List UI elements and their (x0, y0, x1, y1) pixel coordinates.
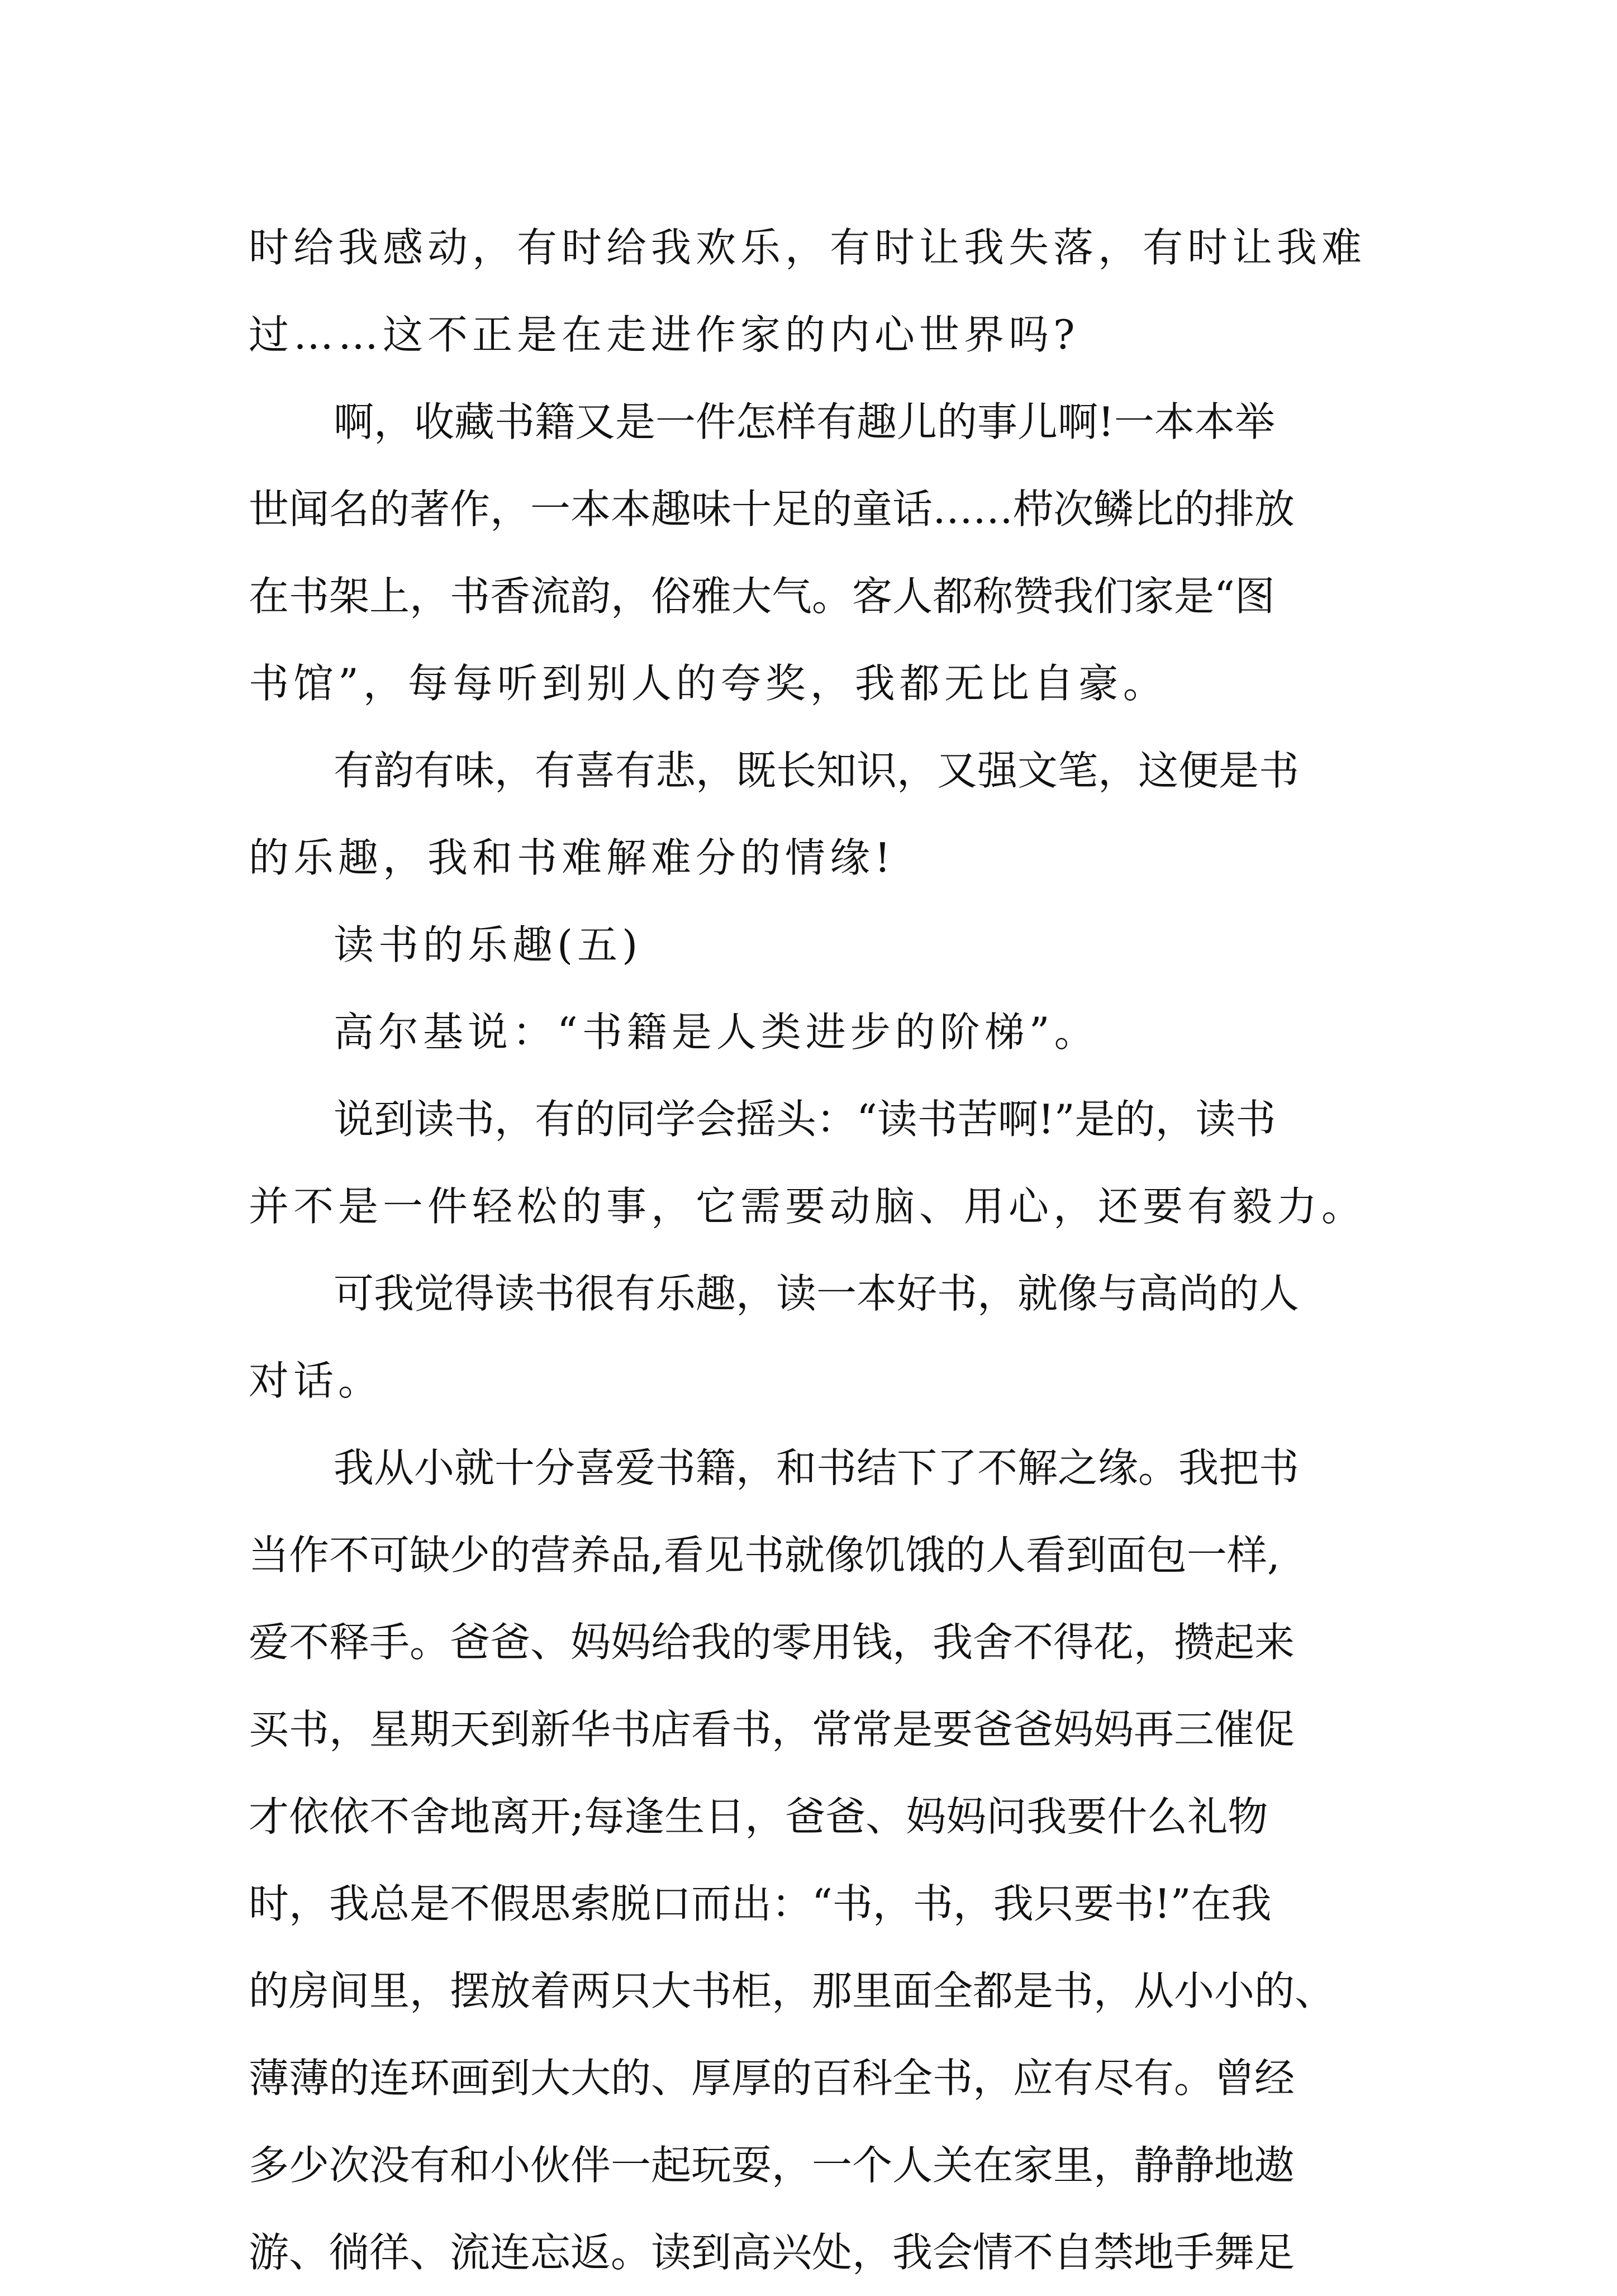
text-line: 在书架上，书香流韵，俗雅大气。客人都称赞我们家是“图 (249, 573, 1275, 620)
text-line: 说到读书，有的同学会摇头：“读书苦啊!”是的，读书 (334, 1096, 1276, 1143)
text-line: 书馆”，每每听到别人的夸奖，我都无比自豪。 (249, 660, 1168, 707)
text-line: 才依依不舍地离开;每逢生日，爸爸、妈妈问我要什么礼物 (249, 1793, 1268, 1840)
text-line: 过……这不正是在走进作家的内心世界吗? (249, 311, 1079, 358)
text-line: 可我觉得读书很有乐趣，读一本好书，就像与高尚的人 (334, 1270, 1300, 1317)
text-line: 买书，星期天到新华书店看书，常常是要爸爸妈妈再三催促 (249, 1706, 1295, 1753)
text-line: 时给我感动，有时给我欢乐，有时让我失落，有时让我难 (249, 224, 1367, 271)
text-line: 当作不可缺少的营养品,看见书就像饥饿的人看到面包一样, (249, 1532, 1280, 1579)
text-line: 爱不释手。爸爸、妈妈给我的零用钱，我舍不得花，攒起来 (249, 1619, 1295, 1666)
body-text (249, 204, 1373, 2296)
text-line: 读书的乐趣(五) (334, 921, 643, 968)
text-line: 时，我总是不假思索脱口而出：“书，书，我只要书!”在我 (249, 1880, 1272, 1927)
text-line: 世闻名的著作，一本本趣味十足的童话……栉次鳞比的排放 (249, 486, 1295, 533)
text-line: 高尔基说：“书籍是人类进步的阶梯”。 (334, 1009, 1099, 1056)
text-line: 对话。 (249, 1357, 383, 1404)
text-line: 的乐趣，我和书难解难分的情缘! (249, 834, 895, 881)
text-line: 有韵有味，有喜有悲，既长知识，又强文笔，这便是书 (334, 747, 1300, 794)
text-line: 并不是一件轻松的事，它需要动脑、用心，还要有毅力。 (249, 1183, 1367, 1230)
text-line: 的房间里，摆放着两只大书柜，那里面全都是书，从小小的、 (249, 1967, 1335, 2014)
text-line: 啊，收藏书籍又是一件怎样有趣儿的事儿啊!一本本举 (334, 398, 1275, 445)
text-line: 我从小就十分喜爱书籍，和书结下了不解之缘。我把书 (334, 1444, 1300, 1491)
text-line: 游、徜徉、流连忘返。读到高兴处，我会情不自禁地手舞足 (249, 2229, 1295, 2276)
text-line: 多少次没有和小伙伴一起玩耍，一个人关在家里，静静地遨 (249, 2142, 1295, 2189)
text-line: 薄薄的连环画到大大的、厚厚的百科全书，应有尽有。曾经 (249, 2055, 1295, 2102)
